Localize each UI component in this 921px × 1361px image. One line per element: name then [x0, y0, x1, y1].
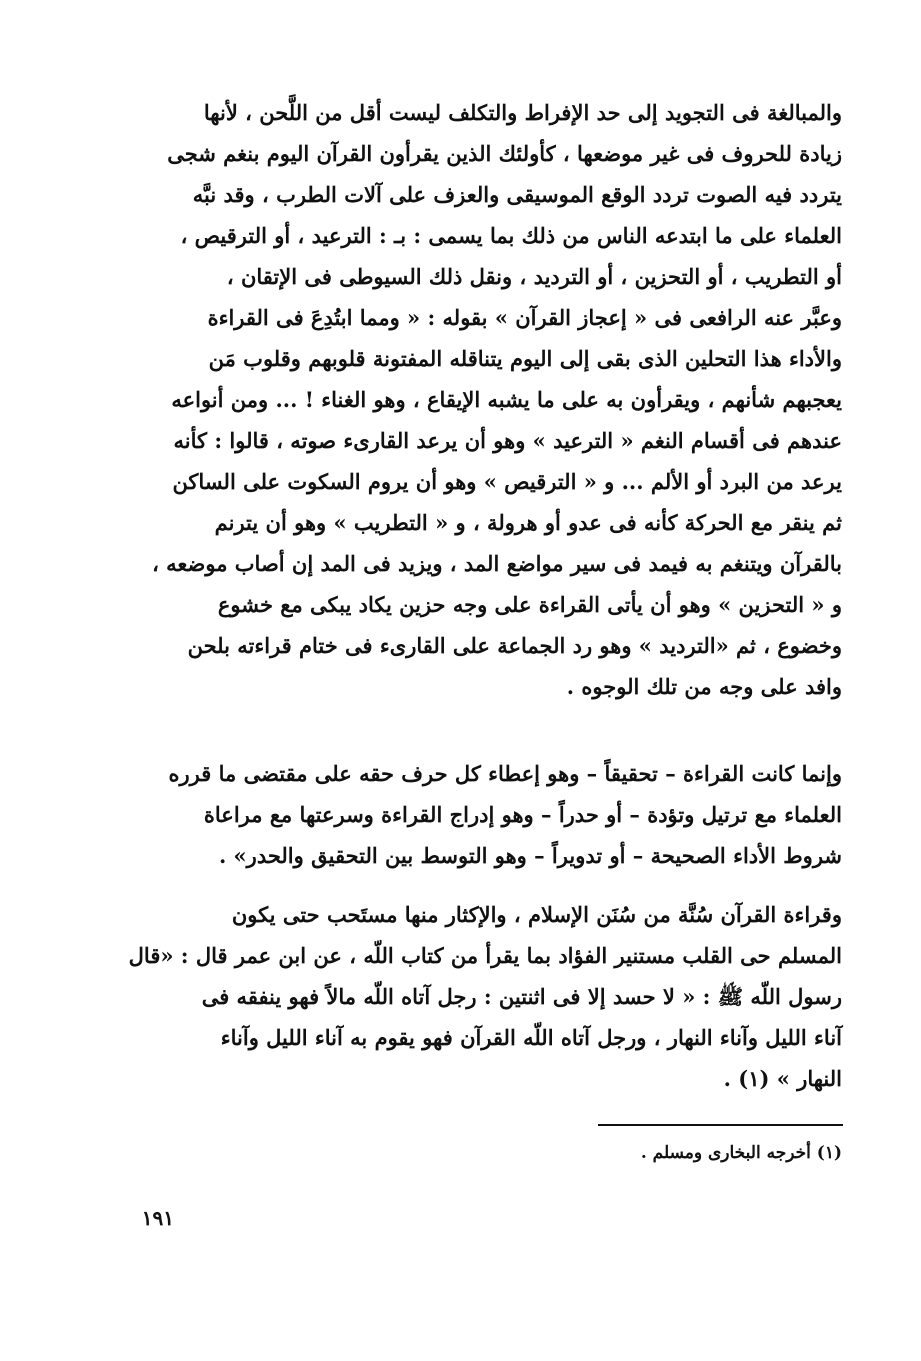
paragraph-quran-reading-sunnah: وقراءة القرآن سُنَّة من سُنَن الإسلام ، والإكثار منها مستَحب حتى يكون المسلم حى القلب مستنير الفؤاد بما يقرأ من كتاب اللّه ، عن ابن عمر قال : «قال رسول اللّه ﷺ : « لا حسد إلا فى اثنتين : رجل آتاه اللّه مالاً فهو ينفقه فى آناء الليل وآناء النهار ، ورجل آتاه اللّه القرآن فهو يقوم به آناء الليل وآناء النهار » (١) . [128, 902, 842, 1091]
footnote-separator [598, 1124, 843, 1126]
page-number: ١٩١ [141, 1206, 174, 1230]
paragraph-tajweed-exaggeration: والمبالغة فى التجويد إلى حد الإفراط والتكلف ليست أقل من اللَّحن ، لأنها زيادة للحروف فى غير موضعها ، كأولئك الذين يقرأون القرآن اليوم بنغم شجى يتردد فيه الصوت تردد الوقع الموسيقى والعزف على آلات الطرب ، وقد نبَّه العلماء على ما ابتدعه الناس من ذلك بما يسمى : بـ : الترعيد ، أو الترقيص ، أو التطريب ، أو التحزين ، أو الترديد ، ونقل ذلك السيوطى فى الإتقان ، وعبَّر عنه الرافعى فى « إعجاز القرآن » بقوله : « ومما ابتُدِعَ فى القراءة والأداء هذا التحلين الذى بقى إلى اليوم يتناقله المفتونة قلوبهم وقلوب مَن يعجبهم شأنهم ، ويقرأون به على ما يشبه الإيقاع ، وهو الغناء ! ... ومن أنواعه عندهم فى أقسام النغم « الترعيد » وهو أن يرعد القارىء صوته ، قالوا : كأنه يرعد من البرد أو الألم ... و « الترقيص » وهو أن يروم السكوت على الساكن ثم ينقر مع الحركة كأنه فى عدو أو هرولة ، و « التطريب » وهو أن يترنم بالقرآن ويتنغم به فيمد فى سير مواضع المد ، ويزيد فى المد إن أصاب موضعه ، و « التحزين » وهو أن يأتى القراءة على وجه حزين يكاد يبكى مع خشوع وخضوع ، ثم «الترديد » وهو رد الجماعة على القارىء فى ختام قراءته بلحن وافد على وجه من تلك الوجوه . [152, 100, 842, 699]
footnote: (١) أخرجه البخارى ومسلم . [640, 1143, 842, 1163]
paragraph-reading-modes: وإنما كانت القراءة – تحقيقاً – وهو إعطاء كل حرف حقه على مقتضى ما قرره العلماء مع ترتيل وتؤدة – أو حدراً – وهو إدراج القراءة وسرعتها مع مراعاة شروط الأداء الصحيحة – أو تدويراً – وهو التوسط بين التحقيق والحدر» . [168, 761, 842, 868]
